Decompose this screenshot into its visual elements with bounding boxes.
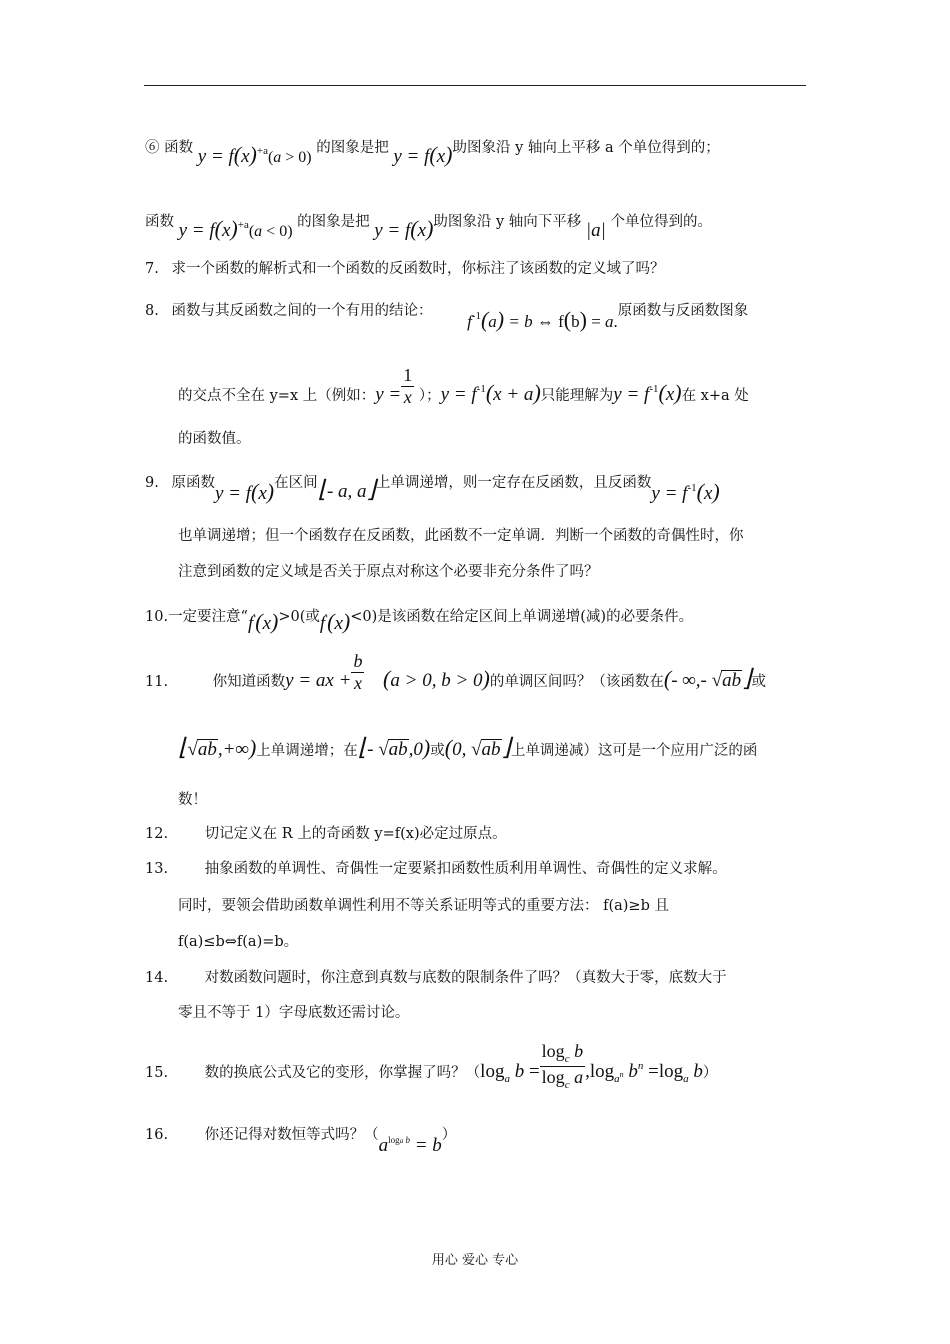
text: <0)是该函数在给定区间上单调递增(减)的必要条件。	[350, 609, 694, 625]
text: 上单调递减）这可是一个应用广泛的函	[510, 743, 758, 759]
text: 助图象沿 y 轴向上平移 a 个单位得到的；	[452, 140, 720, 156]
text: 求一个函数的解析式和一个函数的反函数时，你标注了该函数的定义域了吗？	[171, 261, 665, 277]
text: 只能理解为	[540, 388, 614, 404]
item-number: 16.	[145, 1127, 169, 1143]
text: ）	[702, 1065, 718, 1082]
item-8-line-1: 8. 函数与其反函数之间的一个有用的结论： $f_{-1}(a) = b$ ⇔ f(b) = a.原函数与反函数图象	[145, 303, 749, 332]
header-rule	[144, 85, 806, 86]
item-number: 9.	[145, 475, 159, 491]
text: 的单调区间吗？（该函数在	[489, 674, 664, 690]
circled-six: ⑥	[145, 140, 160, 156]
item-13-line-2	[178, 899, 669, 914]
text: 函数	[164, 140, 194, 156]
text: 切记定义在 R 上的奇函数 y=f(x)必定过原点。	[204, 826, 507, 842]
text: 零且不等于 1）字母底数还需讨论。	[178, 1005, 410, 1021]
text: 或	[430, 743, 445, 759]
text: ）；	[418, 388, 441, 404]
text: 注意到函数的定义域是否关于原点对称这个必要非充分条件了吗？	[178, 564, 599, 580]
item-number: 10.	[145, 609, 169, 625]
item-14-line-1	[145, 971, 727, 986]
text: 个单位得到的。	[610, 214, 712, 230]
item-14-line-2	[178, 1006, 409, 1021]
text: 在区间	[274, 475, 318, 491]
text: 你还记得对数恒等式吗？（	[204, 1127, 379, 1143]
item-15: 15. 数的换底公式及它的变形，你掌握了吗？（$\log_a$ b = $\frac{\log_c b}{\log_c a}$ $,\log_{a^n}$ $b^n =\log_a$ b）	[145, 1041, 718, 1091]
text: 或	[751, 674, 766, 690]
text: 在 x+a 处	[681, 388, 749, 404]
item-number: 11.	[145, 674, 169, 690]
item-12	[145, 827, 507, 842]
text: 你知道函数	[212, 674, 286, 690]
item-11-line-1: 11. 你知道函数y = ax + $\frac{b}{x}$ (a > 0, b > 0)的单调区间吗？（该函数在(- ∞,- √ab⌋或	[145, 650, 766, 693]
item-10: 10.一定要注意“f'(x)>0(或f'(x)<0)是该函数在给定区间上单调递增(减)的必要条件。	[145, 609, 694, 634]
text: 对数函数问题时，你注意到真数与底数的限制条件了吗？（真数大于零，底数大于	[204, 970, 727, 986]
item-8-line-3	[178, 432, 251, 447]
page-footer: 用心 爱心 专心	[431, 1253, 519, 1268]
item-7	[145, 262, 664, 277]
text: 同时，要领会借助函数单调性利用不等关系证明等式的重要方法： f(a)≥b 且	[178, 898, 669, 914]
text: 抽象函数的单调性、奇偶性一定要紧扣函数性质利用单调性、奇偶性的定义求解。	[204, 861, 727, 877]
item-number: 8.	[145, 303, 159, 319]
text: 的函数值。	[178, 431, 251, 447]
text: 上单调递增，则一定存在反函数，且反函数	[375, 475, 652, 491]
item-6-line-1: ⑥ 函数 $y = f(x)^{+a}(a > 0)$ 的图象是把 y = f(x)助图象沿 y 轴向上平移 a 个单位得到的；	[145, 140, 720, 167]
text: ）	[441, 1127, 457, 1143]
text: 上单调递增；在	[256, 743, 358, 759]
item-11-line-2: ⌊√ab,+∞)上单调递增；在⌊- √ab,0)或(0, √ab⌋上单调递减）这可是一个应用广泛的函	[178, 735, 758, 761]
item-13-line-1	[145, 862, 727, 877]
item-9-line-1: 9. 原函数y = f(x)在区间⌊- a, a⌋上单调递增，则一定存在反函数，且反函数$y = f_{-1}(x)$	[145, 475, 720, 504]
text: 也单调递增；但一个函数存在反函数，此函数不一定单调．判断一个函数的奇偶性时，你	[178, 528, 744, 544]
item-number: 13.	[145, 861, 169, 877]
text: 函数与其反函数之间的一个有用的结论：	[171, 303, 433, 319]
text: 原函数与反函数图象	[617, 303, 749, 319]
text: 的交点不全在 y=x 上（例如：	[178, 388, 376, 404]
text: 助图象沿 y 轴向下平移	[433, 214, 582, 230]
text: 函数	[145, 214, 174, 230]
item-11-line-3	[178, 793, 207, 808]
item-8-line-2: 的交点不全在 y=x 上（例如：y = $\frac{1}{x}$ ）；$y = f^{-1}(x + a)$只能理解为$y = f^{-1}(x)$在 x+a 处	[178, 364, 749, 407]
text: 的图象是把	[297, 214, 370, 230]
text: 数！	[178, 792, 207, 808]
item-13-line-3	[178, 935, 298, 950]
text: >0(或	[278, 609, 320, 625]
text: 数的换底公式及它的变形，你掌握了吗？（	[204, 1065, 481, 1082]
text: f(a)≤b⇔f(a)=b。	[178, 934, 299, 950]
item-9-line-2	[178, 529, 744, 544]
text: 原函数	[171, 475, 215, 491]
item-number: 15.	[145, 1065, 169, 1082]
item-number: 14.	[145, 970, 169, 986]
item-number: 12.	[145, 826, 169, 842]
item-9-line-3	[178, 565, 599, 580]
item-16: 16. 你还记得对数恒等式吗？$(a_{loga b} = b)$	[145, 1127, 457, 1156]
item-6-line-2: 函数 $y = f(x)^{+a}(a < 0)$ 的图象是把 y = f(x)助图象沿 y 轴向下平移 |a| 个单位得到的。	[145, 214, 712, 241]
text: 的图象是把	[316, 140, 389, 156]
text: 一定要注意“	[168, 609, 248, 625]
item-number: 7.	[145, 261, 159, 277]
